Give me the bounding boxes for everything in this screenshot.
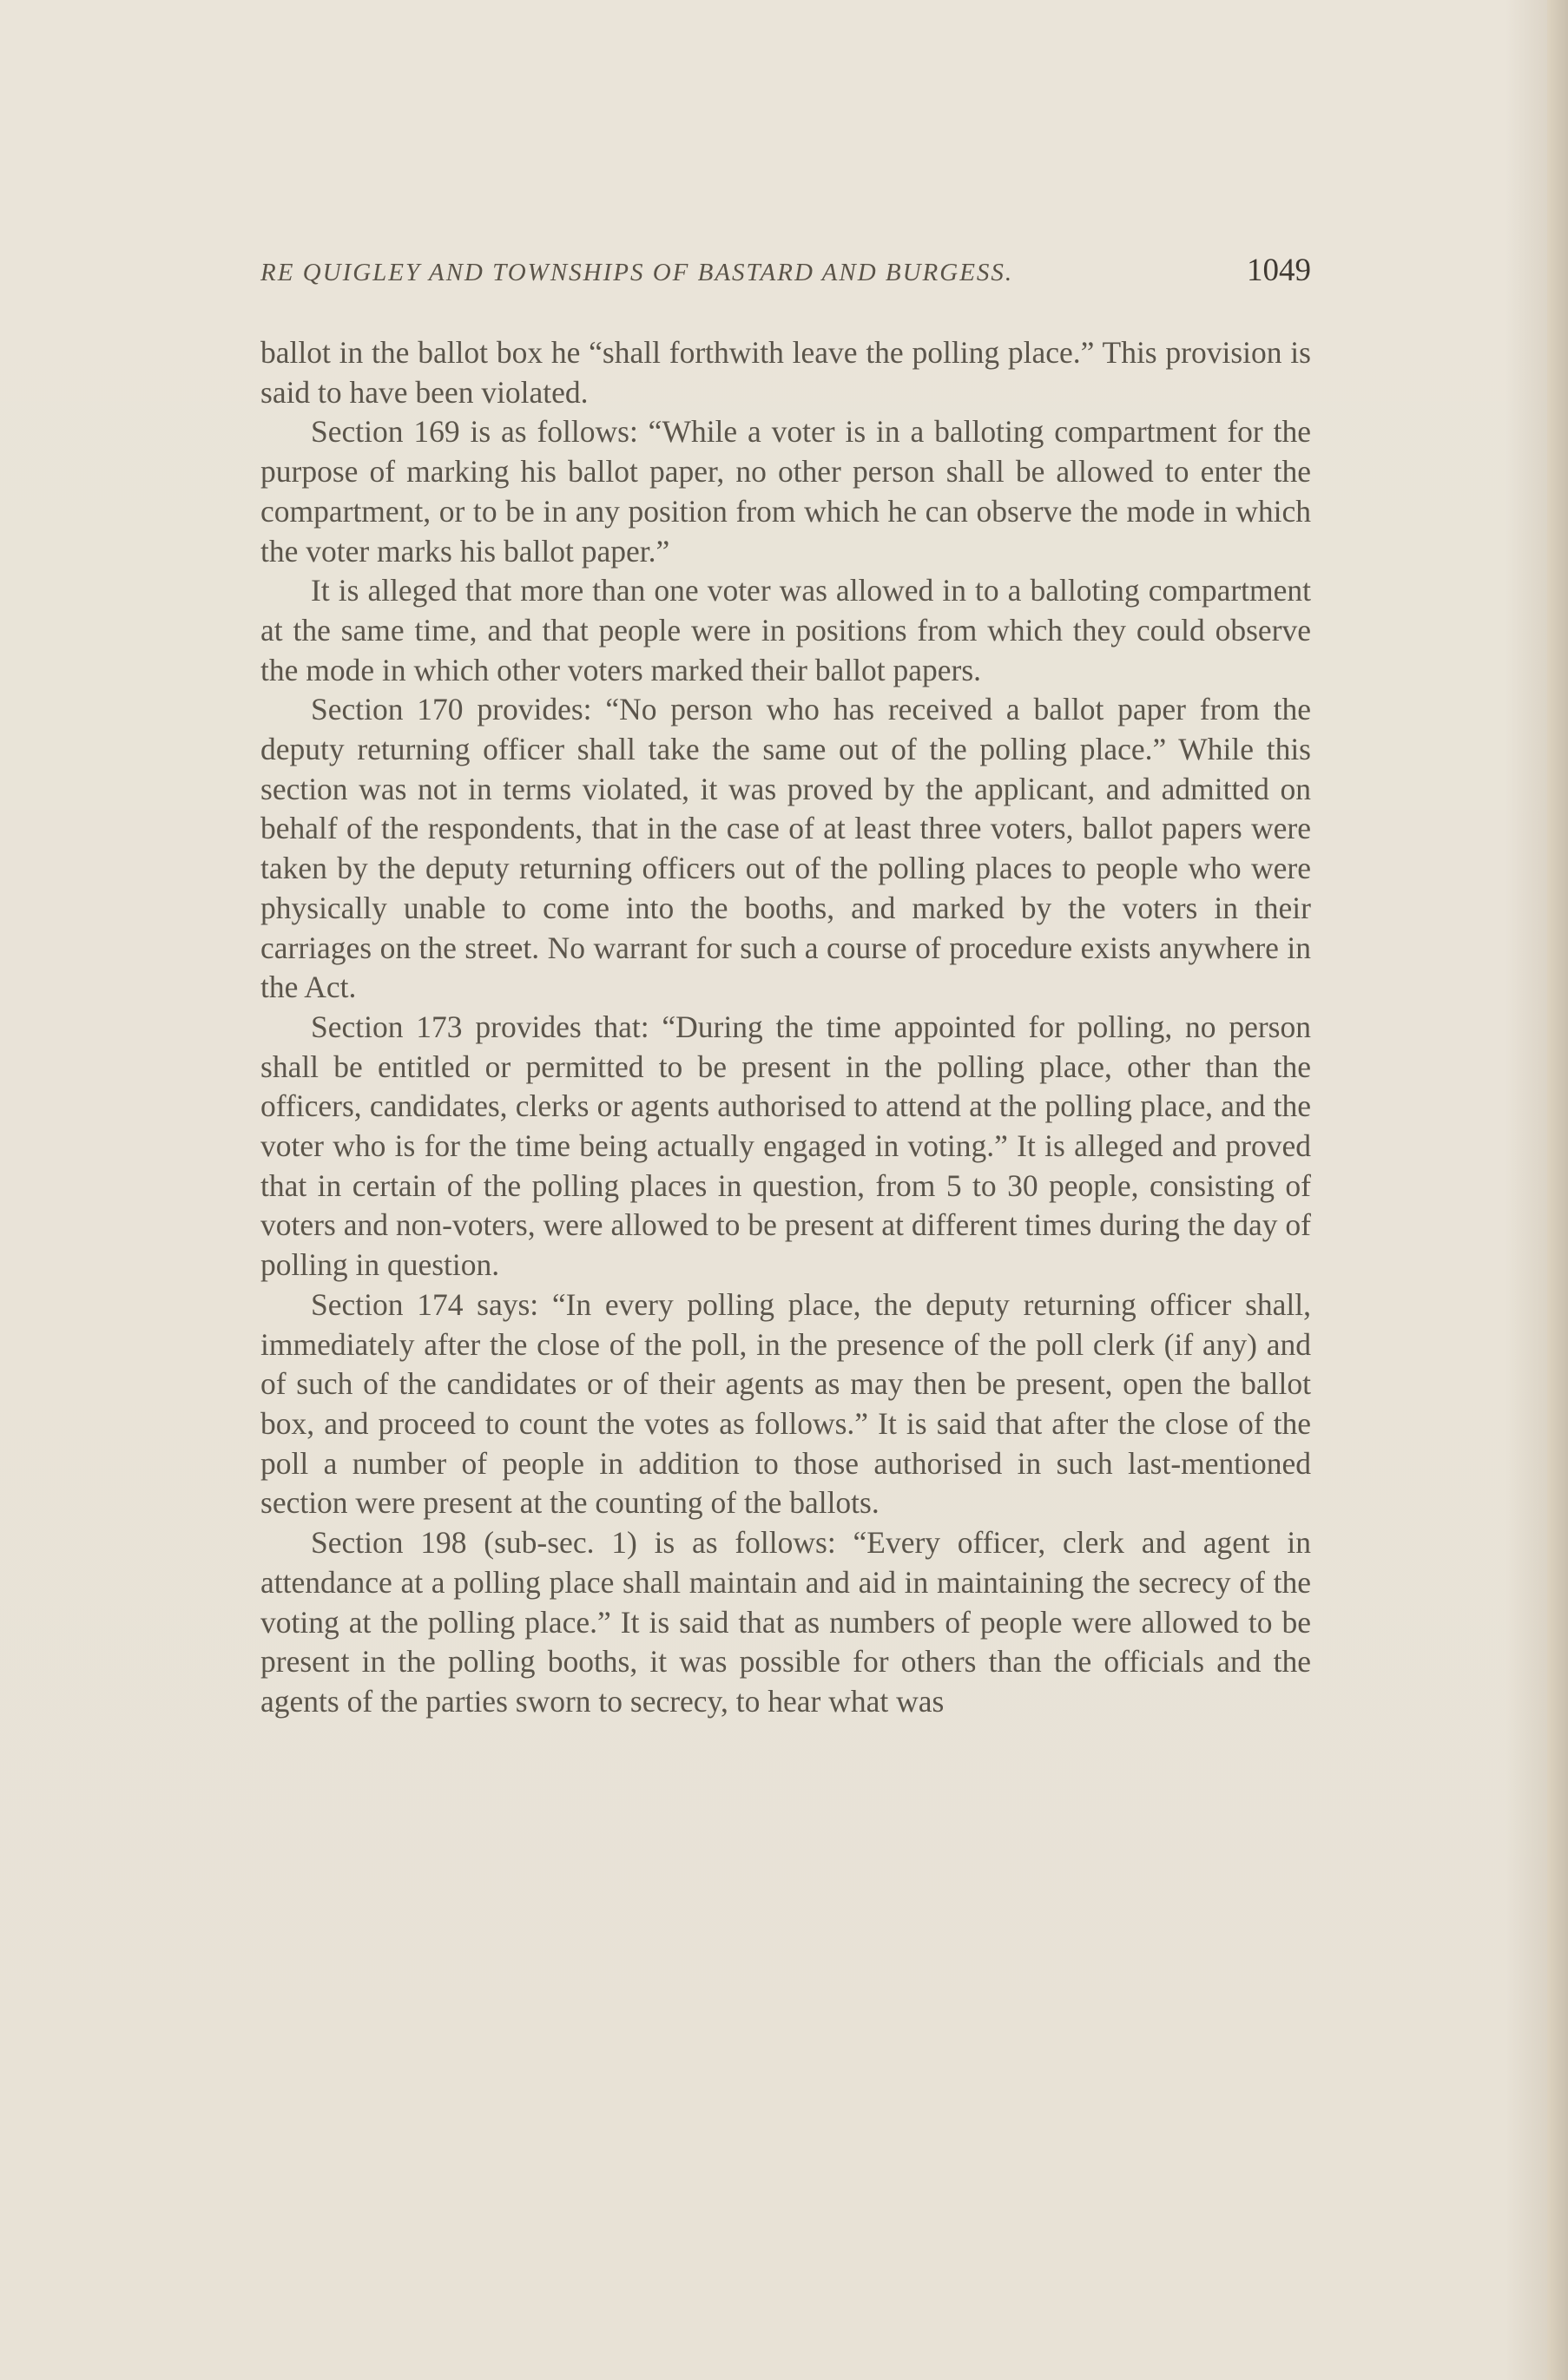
page-edge [1547,0,1568,2380]
page-number: 1049 [1247,253,1311,288]
paragraph-section-173: Section 173 provides that: “During the time appointed for polling, no person shall be entitled or permitted to be present in the polling place, other than the officers, candidates, clerks or agents authorised to attend at the polling place, and the voter who is for the time being actually engaged in voting.” It is alleged and proved that in certain of the polling places in question, from 5 to 30 people, consisting of voters and non-voters, were allowed to be present at different times during the day of polling in question. [260,1009,1311,1283]
running-header [260,252,1311,295]
paragraph-section-170: Section 170 provides: “No person who has received a ballot paper from the deputy returning officer shall take the same out of the polling place.” While this section was not in terms violated, it was proved by the applicant, and admitted on behalf of the respondents, that in the case of at least three voters, ballot papers were taken by the deputy returning officers out of the polling places to people who were physically unable to come into the booths, and marked by the voters in their carriages on the street. No warrant for such a course of procedure exists anywhere in the Act. [260,692,1311,1005]
paragraph-section-169: Section 169 is as follows: “While a voter is in a balloting compartment for the purpose of marking his ballot paper, no other person shall be allowed to enter the compartment, or to be in any position from which he can observe the mode in which the voter marks his ballot paper.” [260,414,1311,569]
paragraph-continuation: ballot in the ballot box he “shall forthwith leave the polling place.” This provision is said to have been violated. [260,335,1311,410]
running-title: RE QUIGLEY AND TOWNSHIPS OF BASTARD AND BURGESS. [260,259,1014,286]
paragraph-section-198: Section 198 (sub-sec. 1) is as follows: “Every officer, clerk and agent in attendance at a polling place shall maintain and aid in maintaining the secrecy of the voting at the polling place.” It is said that as numbers of people were allowed to be present in the polling booths, it was possible for others than the officials and the agents of the parties sworn to secrecy, to hear what was [260,1525,1311,1719]
paragraph-section-174: Section 174 says: “In every polling place, the deputy returning officer shall, immediately after the close of the poll, in the presence of the poll clerk (if any) and of such of the candidates or of their agents as may then be present, open the ballot box, and proceed to count the votes as follows.” It is said that after the close of the poll a number of people in addition to those authorised in such last-mentioned section were present at the counting of the ballots. [260,1286,1311,1521]
paragraph-allegation-compartment: It is alleged that more than one voter was allowed in to a balloting compartment at the same time, and that people were in positions from which they could observe the mode in which other voters marked their ballot papers. [260,573,1311,687]
body-text [260,333,1311,1722]
